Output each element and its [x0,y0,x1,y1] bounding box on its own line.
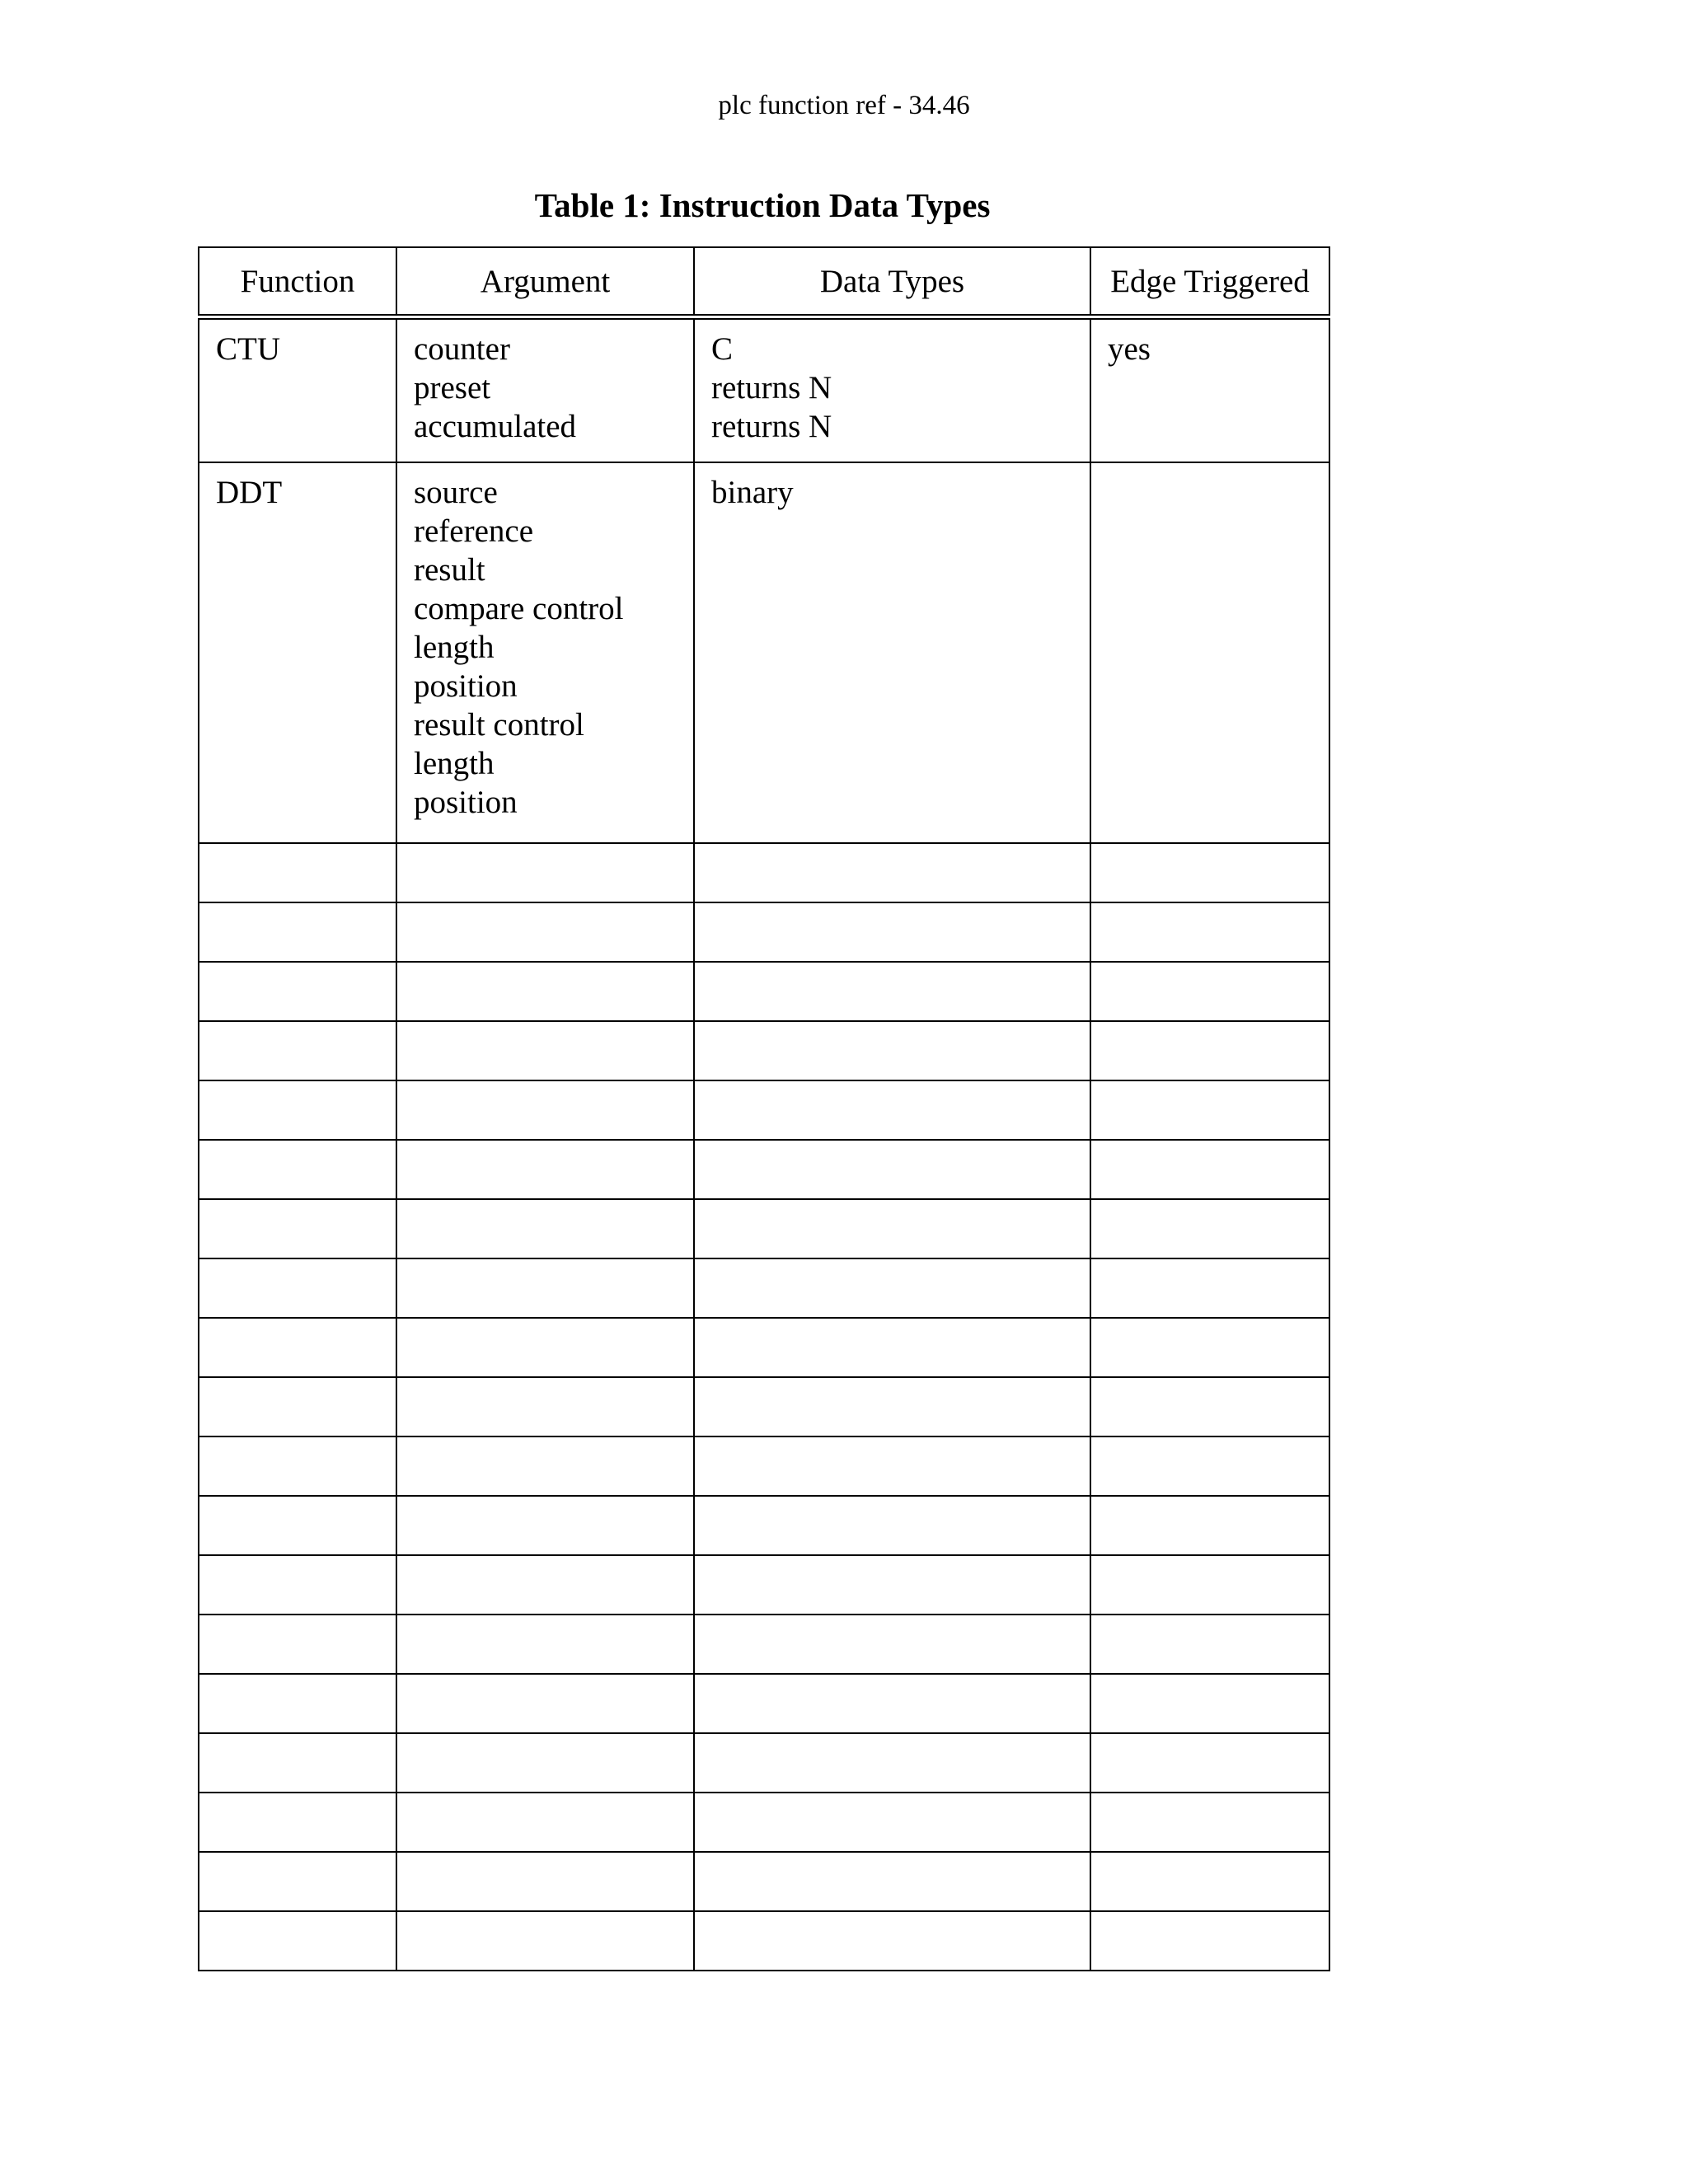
empty-function-cell [199,1258,396,1318]
empty-argument-cell [396,902,694,962]
empty-function-cell [199,1140,396,1199]
empty-table-row [199,1733,1329,1793]
empty-argument-cell [396,1318,694,1377]
empty-function-cell [199,1377,396,1436]
empty-function-cell [199,1080,396,1140]
argument-cell: source reference result compare control length position result control length position [396,462,694,843]
empty-function-cell [199,1555,396,1615]
table-row [199,462,1329,843]
empty-argument-cell [396,1140,694,1199]
empty-data-types-cell [694,1793,1090,1852]
table-header-row [199,247,1329,317]
empty-edge-triggered-cell [1090,1733,1329,1793]
empty-data-types-cell [694,1674,1090,1733]
empty-edge-triggered-cell [1090,1140,1329,1199]
function-cell: CTU [199,317,396,463]
empty-edge-triggered-cell [1090,1080,1329,1140]
empty-argument-cell [396,843,694,902]
empty-data-types-cell [694,1021,1090,1080]
empty-function-cell [199,1021,396,1080]
empty-edge-triggered-cell [1090,1793,1329,1852]
empty-argument-cell [396,1911,694,1971]
data-types-cell: C returns N returns N [694,317,1090,463]
empty-table-row [199,1911,1329,1971]
empty-function-cell [199,843,396,902]
empty-argument-cell [396,1021,694,1080]
empty-function-cell [199,1615,396,1674]
empty-table-row [199,1021,1329,1080]
empty-argument-cell [396,1793,694,1852]
empty-argument-cell [396,1852,694,1911]
empty-data-types-cell [694,1258,1090,1318]
table-row [199,317,1329,463]
empty-edge-triggered-cell [1090,1318,1329,1377]
table-caption: Table 1: Instruction Data Types [534,186,991,224]
empty-edge-triggered-cell [1090,1258,1329,1318]
empty-argument-cell [396,1258,694,1318]
empty-function-cell [199,1793,396,1852]
edge-triggered-cell [1090,462,1329,843]
page-running-header: plc function ref - 34.46 [718,91,970,120]
empty-function-cell [199,902,396,962]
empty-argument-cell [396,1080,694,1140]
empty-data-types-cell [694,1852,1090,1911]
empty-edge-triggered-cell [1090,1911,1329,1971]
empty-edge-triggered-cell [1090,1436,1329,1496]
empty-data-types-cell [694,1733,1090,1793]
empty-function-cell [199,1674,396,1733]
empty-edge-triggered-cell [1090,1852,1329,1911]
empty-data-types-cell [694,1555,1090,1615]
empty-data-types-cell [694,1436,1090,1496]
argument-cell: counter preset accumulated [396,317,694,463]
empty-table-row [199,1140,1329,1199]
empty-function-cell [199,1436,396,1496]
empty-edge-triggered-cell [1090,1496,1329,1555]
empty-edge-triggered-cell [1090,1199,1329,1258]
empty-table-row [199,1852,1329,1911]
empty-argument-cell [396,1555,694,1615]
column-header-data-types: Data Types [694,247,1090,317]
empty-argument-cell [396,1377,694,1436]
empty-function-cell [199,1911,396,1971]
empty-table-row [199,843,1329,902]
empty-table-row [199,1793,1329,1852]
empty-function-cell [199,1852,396,1911]
empty-argument-cell [396,962,694,1021]
empty-function-cell [199,1733,396,1793]
empty-argument-cell [396,1615,694,1674]
empty-table-row [199,1436,1329,1496]
empty-data-types-cell [694,1377,1090,1436]
empty-data-types-cell [694,1318,1090,1377]
empty-table-row [199,1318,1329,1377]
empty-data-types-cell [694,1140,1090,1199]
empty-edge-triggered-cell [1090,1615,1329,1674]
empty-edge-triggered-cell [1090,962,1329,1021]
empty-table-row [199,962,1329,1021]
empty-edge-triggered-cell [1090,1674,1329,1733]
empty-argument-cell [396,1199,694,1258]
instruction-data-types-table [198,246,1330,1971]
empty-argument-cell [396,1496,694,1555]
empty-table-row [199,1258,1329,1318]
empty-data-types-cell [694,902,1090,962]
empty-argument-cell [396,1436,694,1496]
empty-table-row [199,1615,1329,1674]
empty-edge-triggered-cell [1090,1021,1329,1080]
empty-data-types-cell [694,1911,1090,1971]
column-header-function: Function [199,247,396,317]
empty-edge-triggered-cell [1090,902,1329,962]
data-types-cell: binary [694,462,1090,843]
empty-data-types-cell [694,843,1090,902]
empty-data-types-cell [694,1080,1090,1140]
column-header-argument: Argument [396,247,694,317]
empty-edge-triggered-cell [1090,1555,1329,1615]
empty-table-row [199,1377,1329,1436]
empty-data-types-cell [694,1199,1090,1258]
empty-data-types-cell [694,1615,1090,1674]
empty-argument-cell [396,1733,694,1793]
empty-data-types-cell [694,962,1090,1021]
column-header-edge-triggered: Edge Triggered [1090,247,1329,317]
empty-function-cell [199,1199,396,1258]
empty-data-types-cell [694,1496,1090,1555]
empty-table-row [199,1674,1329,1733]
empty-table-row [199,1080,1329,1140]
empty-edge-triggered-cell [1090,843,1329,902]
empty-argument-cell [396,1674,694,1733]
empty-table-row [199,902,1329,962]
empty-table-row [199,1555,1329,1615]
empty-table-row [199,1496,1329,1555]
empty-function-cell [199,1318,396,1377]
function-cell: DDT [199,462,396,843]
empty-function-cell [199,1496,396,1555]
edge-triggered-cell: yes [1090,317,1329,463]
empty-function-cell [199,962,396,1021]
empty-table-row [199,1199,1329,1258]
empty-edge-triggered-cell [1090,1377,1329,1436]
